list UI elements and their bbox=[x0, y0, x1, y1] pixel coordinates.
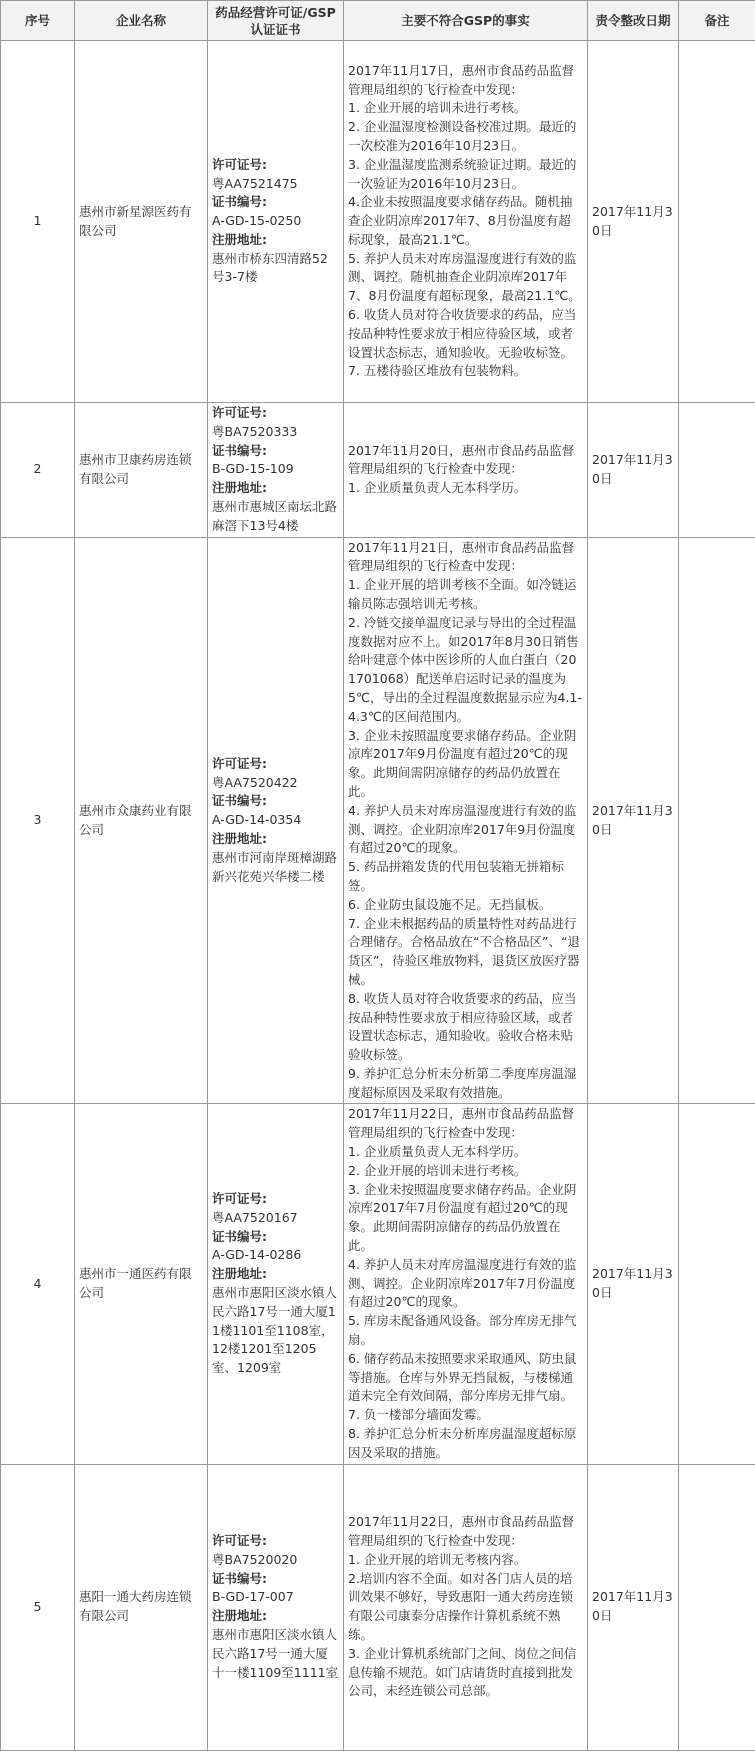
remark-cell bbox=[679, 537, 755, 1104]
fact-item: 7. 五楼待验区堆放有包装物料。 bbox=[348, 362, 583, 381]
fact-item: 3. 企业未按照温度要求储存药品。企业阴凉库2017年9月份温度有超过20℃的现象。此期间需阴凉储存的药品仍放置在此。 bbox=[348, 727, 583, 802]
header-no: 序号 bbox=[1, 1, 75, 41]
address-value: 惠州市惠阳区淡水镇人民六路17号一通大厦11楼1101至1108室，12楼1201至1205室、1209室 bbox=[212, 1284, 339, 1378]
fact-item: 5. 养护人员未对库房温湿度进行有效的监测、调控。随机抽查企业阴凉库2017年7、8月份温度有超标现象，最高21.1℃。 bbox=[348, 250, 583, 306]
table-body bbox=[1, 41, 755, 1751]
table-row bbox=[1, 537, 755, 1104]
fact-item: 1. 企业质量负责人无本科学历。 bbox=[348, 479, 583, 498]
row-number: 4 bbox=[1, 1104, 75, 1464]
fact-item: 4. 养护人员未对库房温湿度进行有效的监测、调控。企业阴凉库2017年7月份温度有超过20℃的现象。 bbox=[348, 1256, 583, 1312]
fact-item: 9. 养护汇总分析未分析第二季度库房温湿度超标原因及采取有效措施。 bbox=[348, 1065, 583, 1103]
deadline-date: 2017年11月30日 bbox=[588, 403, 679, 538]
fact-item: 2017年11月22日，惠州市食品药品监督管理局组织的飞行检查中发现： bbox=[348, 1513, 583, 1551]
fact-item: 3. 企业计算机系统部门之间、岗位之间信息传输不规范。如门店请货时直接到批发公司，未经连锁公司总部。 bbox=[348, 1645, 583, 1701]
license-no-value: 粤BA7520333 bbox=[212, 423, 339, 442]
remark-cell bbox=[679, 1464, 755, 1750]
fact-item: 5. 药品拼箱发货的代用包装箱无拼箱标签。 bbox=[348, 858, 583, 896]
fact-item: 2. 冷链交接单温度记录与导出的全过程温度数据对应不上。如2017年8月30日销售给叶建意个体中医诊所的人血白蛋白（201701068）配送单启运时记录的温度为5℃，导出的全过程温度数据显示应为4.1-4.3℃的区间范围内。 bbox=[348, 614, 583, 727]
license-no-value: 粤AA7520422 bbox=[212, 774, 339, 793]
fact-item: 5. 库房未配备通风设备。部分库房无排气扇。 bbox=[348, 1312, 583, 1350]
fact-item: 3. 企业温湿度监测系统验证过期。最近的一次验证为2016年10月23日。 bbox=[348, 156, 583, 194]
fact-item: 6. 储存药品未按照要求采取通风、防虫鼠等措施。仓库与外界无挡鼠板，与楼梯通道未完全有效间隔，部分库房无排气扇。 bbox=[348, 1350, 583, 1406]
address-value: 惠州市惠阳区淡水镇人民六路17号一通大厦十一楼1109至1111室 bbox=[212, 1626, 339, 1682]
fact-item: 1. 企业开展的培训无考核内容。 bbox=[348, 1551, 583, 1570]
cert-no-label: 证书编号: bbox=[212, 1228, 339, 1247]
company-name: 惠州市新星源医药有限公司 bbox=[75, 41, 208, 403]
facts-cell bbox=[344, 537, 588, 1104]
license-no-value: 粤AA7521475 bbox=[212, 175, 339, 194]
license-no-label: 许可证号: bbox=[212, 156, 339, 175]
cert-no-label: 证书编号: bbox=[212, 442, 339, 461]
row-number: 5 bbox=[1, 1464, 75, 1750]
address-value: 惠州市惠城区南坛北路麻滘下13号4楼 bbox=[212, 498, 339, 536]
company-name: 惠州市一通医药有限公司 bbox=[75, 1104, 208, 1464]
fact-item: 8. 养护汇总分析未分析库房温湿度超标原因及采取的措施。 bbox=[348, 1425, 583, 1463]
fact-item: 6. 企业防虫鼠设施不足。无挡鼠板。 bbox=[348, 896, 583, 915]
cert-no-value: B-GD-15-109 bbox=[212, 460, 339, 479]
license-no-value: 粤AA7520167 bbox=[212, 1209, 339, 1228]
fact-item: 7. 负一楼部分墙面发霉。 bbox=[348, 1406, 583, 1425]
company-name: 惠州市卫康药房连锁有限公司 bbox=[75, 403, 208, 538]
fact-item: 2. 企业开展的培训未进行考核。 bbox=[348, 1162, 583, 1181]
facts-cell bbox=[344, 1104, 588, 1464]
license-cell bbox=[208, 403, 344, 538]
deadline-date: 2017年11月30日 bbox=[588, 41, 679, 403]
facts-cell bbox=[344, 403, 588, 538]
deadline-date: 2017年11月30日 bbox=[588, 1104, 679, 1464]
fact-item: 2017年11月17日，惠州市食品药品监督管理局组织的飞行检查中发现： bbox=[348, 62, 583, 100]
header-remark: 备注 bbox=[679, 1, 755, 41]
remark-cell bbox=[679, 41, 755, 403]
fact-item: 2017年11月20日，惠州市食品药品监督管理局组织的飞行检查中发现： bbox=[348, 442, 583, 480]
deadline-date: 2017年11月30日 bbox=[588, 1464, 679, 1750]
header-company-name: 企业名称 bbox=[75, 1, 208, 41]
license-no-label: 许可证号: bbox=[212, 1190, 339, 1209]
license-no-label: 许可证号: bbox=[212, 404, 339, 423]
fact-item: 3. 企业未按照温度要求储存药品。企业阴凉库2017年7月份温度有超过20℃的现象。此期间需阴凉储存的药品仍放置在此。 bbox=[348, 1181, 583, 1256]
fact-item: 1. 企业开展的培训未进行考核。 bbox=[348, 99, 583, 118]
remark-cell bbox=[679, 403, 755, 538]
license-no-value: 粤BA7520020 bbox=[212, 1551, 339, 1570]
table-row bbox=[1, 1104, 755, 1464]
cert-no-value: A-GD-14-0286 bbox=[212, 1246, 339, 1265]
header-facts: 主要不符合GSP的事实 bbox=[344, 1, 588, 41]
cert-no-value: A-GD-15-0250 bbox=[212, 212, 339, 231]
table-row bbox=[1, 41, 755, 403]
header-row bbox=[1, 1, 755, 41]
fact-item: 2017年11月21日，惠州市食品药品监督管理局组织的飞行检查中发现： bbox=[348, 539, 583, 577]
header-license: 药品经营许可证/GSP认证证书 bbox=[208, 1, 344, 41]
address-label: 注册地址: bbox=[212, 1607, 339, 1626]
address-label: 注册地址: bbox=[212, 231, 339, 250]
fact-item: 2. 企业温湿度检测设备校准过期。最近的一次校准为2016年10月23日。 bbox=[348, 118, 583, 156]
address-label: 注册地址: bbox=[212, 1265, 339, 1284]
deadline-date: 2017年11月30日 bbox=[588, 537, 679, 1104]
facts-cell bbox=[344, 41, 588, 403]
fact-item: 1. 企业开展的培训考核不全面。如冷链运输员陈志强培训无考核。 bbox=[348, 576, 583, 614]
cert-no-label: 证书编号: bbox=[212, 1570, 339, 1589]
row-number: 1 bbox=[1, 41, 75, 403]
license-cell bbox=[208, 537, 344, 1104]
license-cell bbox=[208, 1464, 344, 1750]
remark-cell bbox=[679, 1104, 755, 1464]
company-name: 惠阳一通大药房连锁有限公司 bbox=[75, 1464, 208, 1750]
fact-item: 7. 企业未根据药品的质量特性对药品进行合理储存。合格品放在“不合格品区”、“退货区”，待验区堆放物料，退货区放医疗器械。 bbox=[348, 915, 583, 990]
header-deadline: 责令整改日期 bbox=[588, 1, 679, 41]
license-cell bbox=[208, 1104, 344, 1464]
row-number: 2 bbox=[1, 403, 75, 538]
license-cell bbox=[208, 41, 344, 403]
company-name: 惠州市众康药业有限公司 bbox=[75, 537, 208, 1104]
cert-no-value: B-GD-17-007 bbox=[212, 1588, 339, 1607]
address-value: 惠州市河南岸斑樟湖路新兴花苑兴华楼二楼 bbox=[212, 849, 339, 887]
fact-item: 2017年11月22日，惠州市食品药品监督管理局组织的飞行检查中发现： bbox=[348, 1105, 583, 1143]
table-row bbox=[1, 1464, 755, 1750]
cert-no-value: A-GD-14-0354 bbox=[212, 811, 339, 830]
license-no-label: 许可证号: bbox=[212, 1532, 339, 1551]
fact-item: 8. 收货人员对符合收货要求的药品，应当按品种特性要求放于相应待验区域，或者设置状态标志，通知验收。验收合格未贴验收标签。 bbox=[348, 990, 583, 1065]
facts-cell bbox=[344, 1464, 588, 1750]
address-label: 注册地址: bbox=[212, 830, 339, 849]
license-no-label: 许可证号: bbox=[212, 755, 339, 774]
fact-item: 1. 企业质量负责人无本科学历。 bbox=[348, 1143, 583, 1162]
fact-item: 6. 收货人员对符合收货要求的药品，应当按品种特性要求放于相应待验区域，或者设置状态标志，通知验收。无验收标签。 bbox=[348, 306, 583, 362]
address-value: 惠州市桥东四清路52号3-7楼 bbox=[212, 250, 339, 288]
cert-no-label: 证书编号: bbox=[212, 193, 339, 212]
fact-item: 4. 养护人员未对库房温湿度进行有效的监测、调控。企业阴凉库2017年9月份温度有超过20℃的现象。 bbox=[348, 802, 583, 858]
cert-no-label: 证书编号: bbox=[212, 792, 339, 811]
address-label: 注册地址: bbox=[212, 479, 339, 498]
fact-item: 2.培训内容不全面。如对各门店人员的培训效果不够好，导致惠阳一通大药房连锁有限公司康泰分店操作计算机系统不熟练。 bbox=[348, 1570, 583, 1645]
row-number: 3 bbox=[1, 537, 75, 1104]
table-row bbox=[1, 403, 755, 538]
fact-item: 4.企业未按照温度要求储存药品。随机抽查企业阴凉库2017年7、8月份温度有超标现象，最高21.1℃。 bbox=[348, 193, 583, 249]
